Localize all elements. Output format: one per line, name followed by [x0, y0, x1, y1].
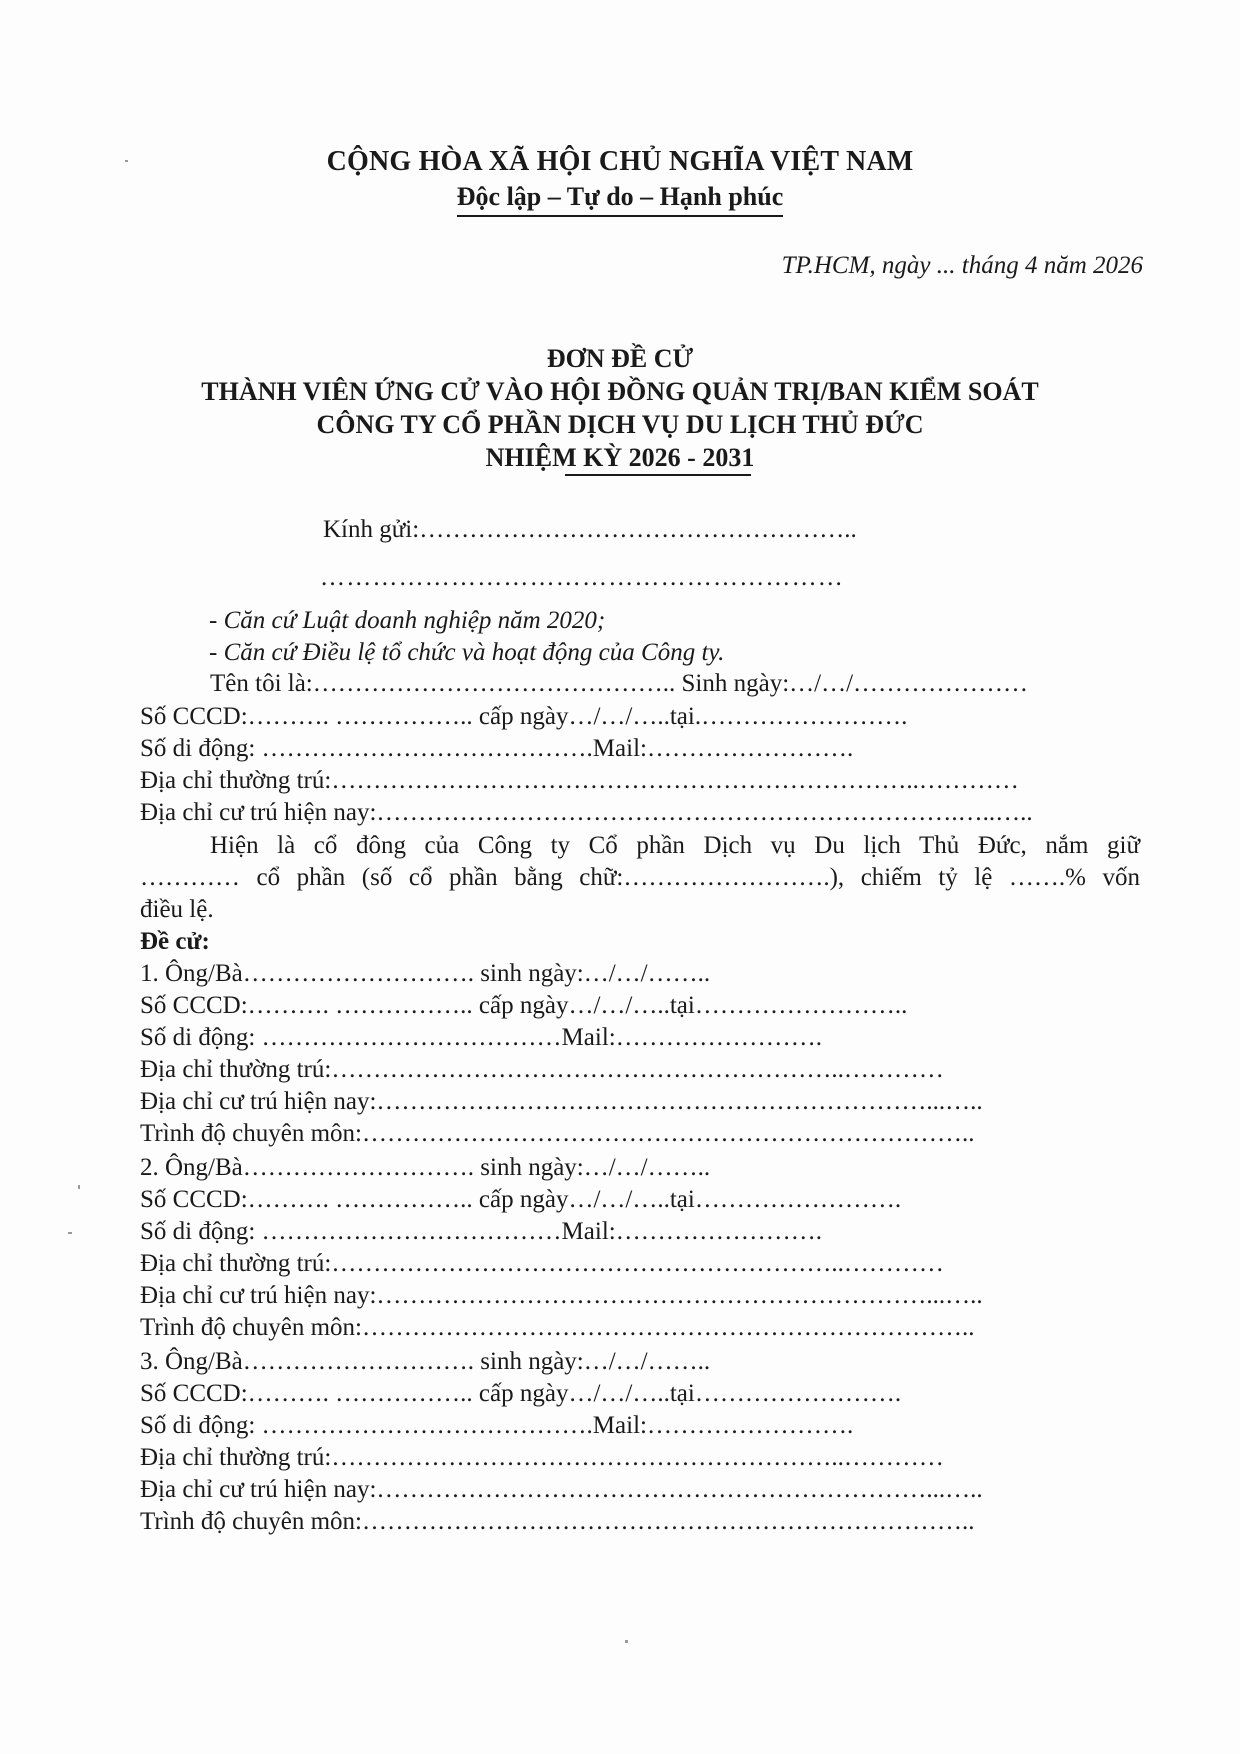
- recipient-line[interactable]: Kính gửi:……………………………………………..: [323, 516, 857, 543]
- term-underline: [565, 474, 751, 476]
- nominee-3-phone-field[interactable]: Số di động: ………………………………….Mail:…………………….: [140, 1412, 854, 1439]
- nominee-1-id-field[interactable]: Số CCCD:………. …………….. cấp ngày…/…/…..tại……………………..: [140, 992, 908, 1019]
- scan-speck: [78, 1185, 80, 1189]
- recipient-dots-line[interactable]: ……………………………………………………: [320, 564, 844, 591]
- ground-line-1: - Căn cứ Luật doanh nghiệp năm 2020;: [209, 607, 606, 634]
- form-subtitle-1: THÀNH VIÊN ỨNG CỬ VÀO HỘI ĐỒNG QUẢN TRỊ/BAN KIỂM SOÁT: [201, 377, 1039, 406]
- nominee-3-qualification-field[interactable]: Trình độ chuyên môn:………………………………………………………………..: [140, 1508, 975, 1535]
- national-motto: Độc lập – Tự do – Hạnh phúc: [457, 182, 784, 218]
- nominee-2-name-field[interactable]: 2. Ông/Bà………………………. sinh ngày:…/…/……..: [140, 1154, 711, 1181]
- nominee-2-phone-field[interactable]: Số di động: ………………………………Mail:…………………….: [140, 1218, 822, 1245]
- nominee-3-id-field[interactable]: Số CCCD:………. …………….. cấp ngày…/…/…..tại…………………….: [140, 1380, 902, 1407]
- national-title: CỘNG HÒA XÃ HỘI CHỦ NGHĨA VIỆT NAM: [326, 146, 914, 177]
- nominee-1-qualification-field[interactable]: Trình độ chuyên môn:………………………………………………………………..: [140, 1120, 975, 1147]
- applicant-name-field[interactable]: Tên tôi là:…………………………………….. Sinh ngày:…/…/…………………: [210, 670, 1029, 697]
- scan-speck: [68, 1232, 72, 1234]
- shareholding-line-2[interactable]: ………… cổ phần (số cổ phần bằng chữ:…………………….), chiếm tỷ lệ …….% vốn: [140, 864, 1140, 891]
- nominee-2-qualification-field[interactable]: Trình độ chuyên môn:………………………………………………………………..: [140, 1314, 975, 1341]
- applicant-permanent-address-field[interactable]: Địa chỉ thường trú:……………………………………………………………..…………: [140, 767, 1019, 794]
- scan-speck: [625, 1640, 628, 1643]
- nominee-2-current-address-field[interactable]: Địa chỉ cư trú hiện nay:…………………………………………………………...…..: [140, 1282, 983, 1309]
- ground-line-2: - Căn cứ Điều lệ tổ chức và hoạt động của Công ty.: [209, 639, 725, 666]
- shareholding-line-3: điều lệ.: [140, 896, 214, 923]
- dateline: TP.HCM, ngày ... tháng 4 năm 2026: [781, 252, 1143, 279]
- applicant-id-field[interactable]: Số CCCD:………. …………….. cấp ngày…/…/…..tại.…………………….: [140, 703, 908, 730]
- nominee-1-phone-field[interactable]: Số di động: ………………………………Mail:…………………….: [140, 1024, 822, 1051]
- nominee-3-current-address-field[interactable]: Địa chỉ cư trú hiện nay:…………………………………………………………...…..: [140, 1476, 983, 1503]
- nominee-1-name-field[interactable]: 1. Ông/Bà………………………. sinh ngày:…/…/……..: [140, 960, 711, 987]
- form-term: NHIỆM KỲ 2026 - 2031: [485, 443, 755, 472]
- motto-wrap: [0, 182, 1240, 218]
- nominate-heading: Đề cử:: [140, 928, 210, 955]
- form-title: ĐƠN ĐỀ CỬ: [546, 344, 694, 373]
- nominee-2-permanent-address-field[interactable]: Địa chỉ thường trú:……………………………………………………..…………: [140, 1250, 944, 1277]
- scan-speck: [125, 160, 128, 162]
- nominee-2-id-field[interactable]: Số CCCD:………. …………….. cấp ngày…/…/…..tại…………………….: [140, 1186, 902, 1213]
- shareholding-line-1: Hiện là cổ đông của Công ty Cổ phần Dịch vụ Du lịch Thủ Đức, nắm giữ: [210, 832, 1140, 859]
- nominee-1-permanent-address-field[interactable]: Địa chỉ thường trú:……………………………………………………..…………: [140, 1056, 944, 1083]
- form-subtitle-2: CÔNG TY CỔ PHẦN DỊCH VỤ DU LỊCH THỦ ĐỨC: [316, 410, 924, 439]
- nominee-3-name-field[interactable]: 3. Ông/Bà………………………. sinh ngày:…/…/……..: [140, 1348, 711, 1375]
- applicant-phone-field[interactable]: Số di động: ………………………………….Mail:…………………….: [140, 735, 854, 762]
- nominee-3-permanent-address-field[interactable]: Địa chỉ thường trú:……………………………………………………..…………: [140, 1444, 944, 1471]
- nominee-1-current-address-field[interactable]: Địa chỉ cư trú hiện nay:…………………………………………………………...…..: [140, 1088, 983, 1115]
- applicant-current-address-field[interactable]: Địa chỉ cư trú hiện nay:…………………………………………………………….…..…..: [140, 799, 1033, 826]
